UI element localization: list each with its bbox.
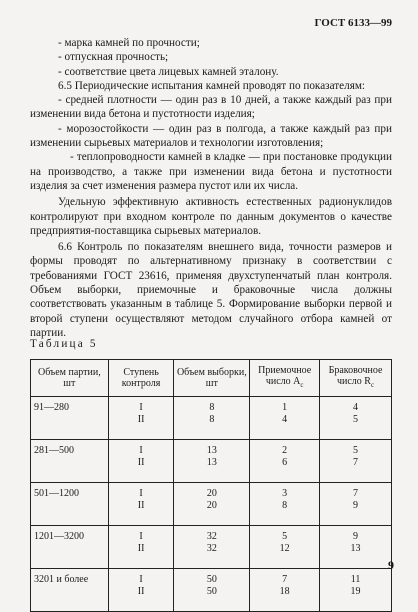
accept-1: 1 bbox=[282, 402, 288, 413]
accept-1: 3 bbox=[282, 488, 288, 499]
stage-1: I bbox=[139, 574, 143, 585]
cell-reject bbox=[320, 483, 392, 526]
table-row bbox=[31, 526, 392, 569]
header-rejection-label: Браковочное число R bbox=[328, 364, 383, 387]
cell-accept bbox=[250, 440, 320, 483]
cell-lot: 501—1200 bbox=[31, 483, 109, 526]
sample-2: 20 bbox=[206, 500, 217, 511]
header-lot-size: Объем партии, шт bbox=[31, 360, 109, 397]
cell-sample bbox=[174, 569, 250, 612]
table-row bbox=[31, 397, 392, 440]
header-acceptance-sub: c bbox=[300, 381, 304, 389]
sample-2: 13 bbox=[206, 457, 217, 468]
list-item: - средней плотности — один раз в 10 дней, а также каждый раз при изменении вида бетона и пустотности изделия; bbox=[30, 94, 392, 121]
header-rejection-sub: c bbox=[370, 381, 375, 389]
sample-1: 50 bbox=[206, 574, 217, 585]
body-text bbox=[30, 36, 392, 340]
accept-1: 2 bbox=[282, 445, 288, 456]
sample-2: 50 bbox=[206, 586, 217, 597]
accept-2: 18 bbox=[279, 586, 290, 597]
cell-lot: 91—280 bbox=[31, 397, 109, 440]
cell-lot: 281—500 bbox=[31, 440, 109, 483]
stage-2: II bbox=[137, 414, 145, 425]
cell-stage bbox=[108, 397, 174, 440]
reject-1: 4 bbox=[353, 402, 359, 413]
accept-1: 7 bbox=[282, 574, 288, 585]
list-item: - соответствие цвета лицевых камней эталону. bbox=[58, 65, 279, 78]
reject-1: 9 bbox=[353, 531, 359, 542]
cell-reject bbox=[320, 397, 392, 440]
cell-sample bbox=[174, 397, 250, 440]
stage-1: I bbox=[139, 402, 143, 413]
cell-stage bbox=[108, 569, 174, 612]
cell-reject bbox=[320, 440, 392, 483]
header-stage: Ступень контроля bbox=[108, 360, 174, 397]
reject-2: 9 bbox=[353, 500, 359, 511]
table-row bbox=[31, 483, 392, 526]
table-header-row bbox=[31, 360, 392, 397]
cell-lot: 3201 и более bbox=[31, 569, 109, 612]
paragraph: 6.6 Контроль по показателям внешнего вида, точности размеров и формы проводят по альтернативному признаку в соответствии с требованиями ГОСТ 23616, применяя двухступенчатый план контроля. Объем выборки, приемочные и браковочные числа должны соответствовать указанным в таблице 5. Формирование выборки первой и второй ступени осуществляют методом случайного отбора камней от партии. bbox=[30, 241, 392, 339]
sample-1: 20 bbox=[206, 488, 217, 499]
cell-accept bbox=[250, 569, 320, 612]
reject-2: 5 bbox=[353, 414, 359, 425]
header-acceptance-number bbox=[250, 360, 320, 397]
cell-sample bbox=[174, 526, 250, 569]
sample-2: 8 bbox=[209, 414, 215, 425]
header-sample-size: Объем выборки, шт bbox=[174, 360, 250, 397]
header-acceptance-label: Приемочное число A bbox=[258, 364, 312, 387]
cell-accept bbox=[250, 526, 320, 569]
cell-lot: 1201—3200 bbox=[31, 526, 109, 569]
cell-reject bbox=[320, 526, 392, 569]
cell-stage bbox=[108, 440, 174, 483]
table-caption: Таблица 5 bbox=[30, 338, 98, 350]
reject-2: 19 bbox=[350, 586, 361, 597]
table-5 bbox=[30, 359, 392, 612]
cell-stage bbox=[108, 483, 174, 526]
list-item: - марка камней по прочности; bbox=[58, 37, 200, 49]
list-item: - морозостойкости — один раз в полгода, а также каждый раз при изменении сырьевых материалов и технологии изготовления; bbox=[30, 122, 392, 150]
header-rejection-number bbox=[320, 360, 392, 397]
cell-sample bbox=[174, 440, 250, 483]
stage-2: II bbox=[137, 500, 145, 511]
cell-stage bbox=[108, 526, 174, 569]
accept-2: 8 bbox=[282, 500, 288, 511]
cell-accept bbox=[250, 483, 320, 526]
paragraph: Удельную эффективную активность естественных радионуклидов контролируют при входном контроле по данным документов о качестве предприятия-поставщика сырьевых материалов. bbox=[30, 196, 392, 237]
cell-accept bbox=[250, 397, 320, 440]
reject-1: 11 bbox=[350, 574, 361, 585]
list-item: - отпускная прочность; bbox=[58, 51, 169, 64]
stage-2: II bbox=[137, 543, 145, 554]
cell-sample bbox=[174, 483, 250, 526]
accept-2: 6 bbox=[282, 457, 288, 468]
sample-2: 32 bbox=[206, 543, 217, 554]
sample-1: 13 bbox=[206, 445, 217, 456]
reject-2: 13 bbox=[350, 543, 361, 554]
sample-1: 8 bbox=[209, 402, 215, 413]
accept-1: 5 bbox=[282, 531, 288, 542]
page-number: 9 bbox=[388, 558, 394, 572]
reject-1: 7 bbox=[353, 488, 359, 499]
sample-1: 32 bbox=[206, 531, 217, 542]
paragraph: 6.5 Периодические испытания камней проводят по показателям: bbox=[58, 79, 366, 92]
cell-reject bbox=[320, 569, 392, 612]
list-item: - теплопроводности камней в кладке — при постановке продукции на производство, а также при изменении вида бетона и пустотности изделия за счет изменения размера пустот или их числа. bbox=[30, 151, 392, 192]
standard-header: ГОСТ 6133—99 bbox=[314, 17, 392, 29]
stage-2: II bbox=[137, 457, 145, 468]
table-row bbox=[31, 569, 392, 612]
accept-2: 4 bbox=[282, 414, 288, 425]
stage-2: II bbox=[137, 586, 145, 597]
stage-1: I bbox=[139, 531, 143, 542]
stage-1: I bbox=[139, 445, 143, 456]
table-row bbox=[31, 440, 392, 483]
reject-1: 5 bbox=[353, 445, 359, 456]
reject-2: 7 bbox=[353, 457, 359, 468]
accept-2: 12 bbox=[279, 543, 290, 554]
stage-1: I bbox=[139, 488, 143, 499]
